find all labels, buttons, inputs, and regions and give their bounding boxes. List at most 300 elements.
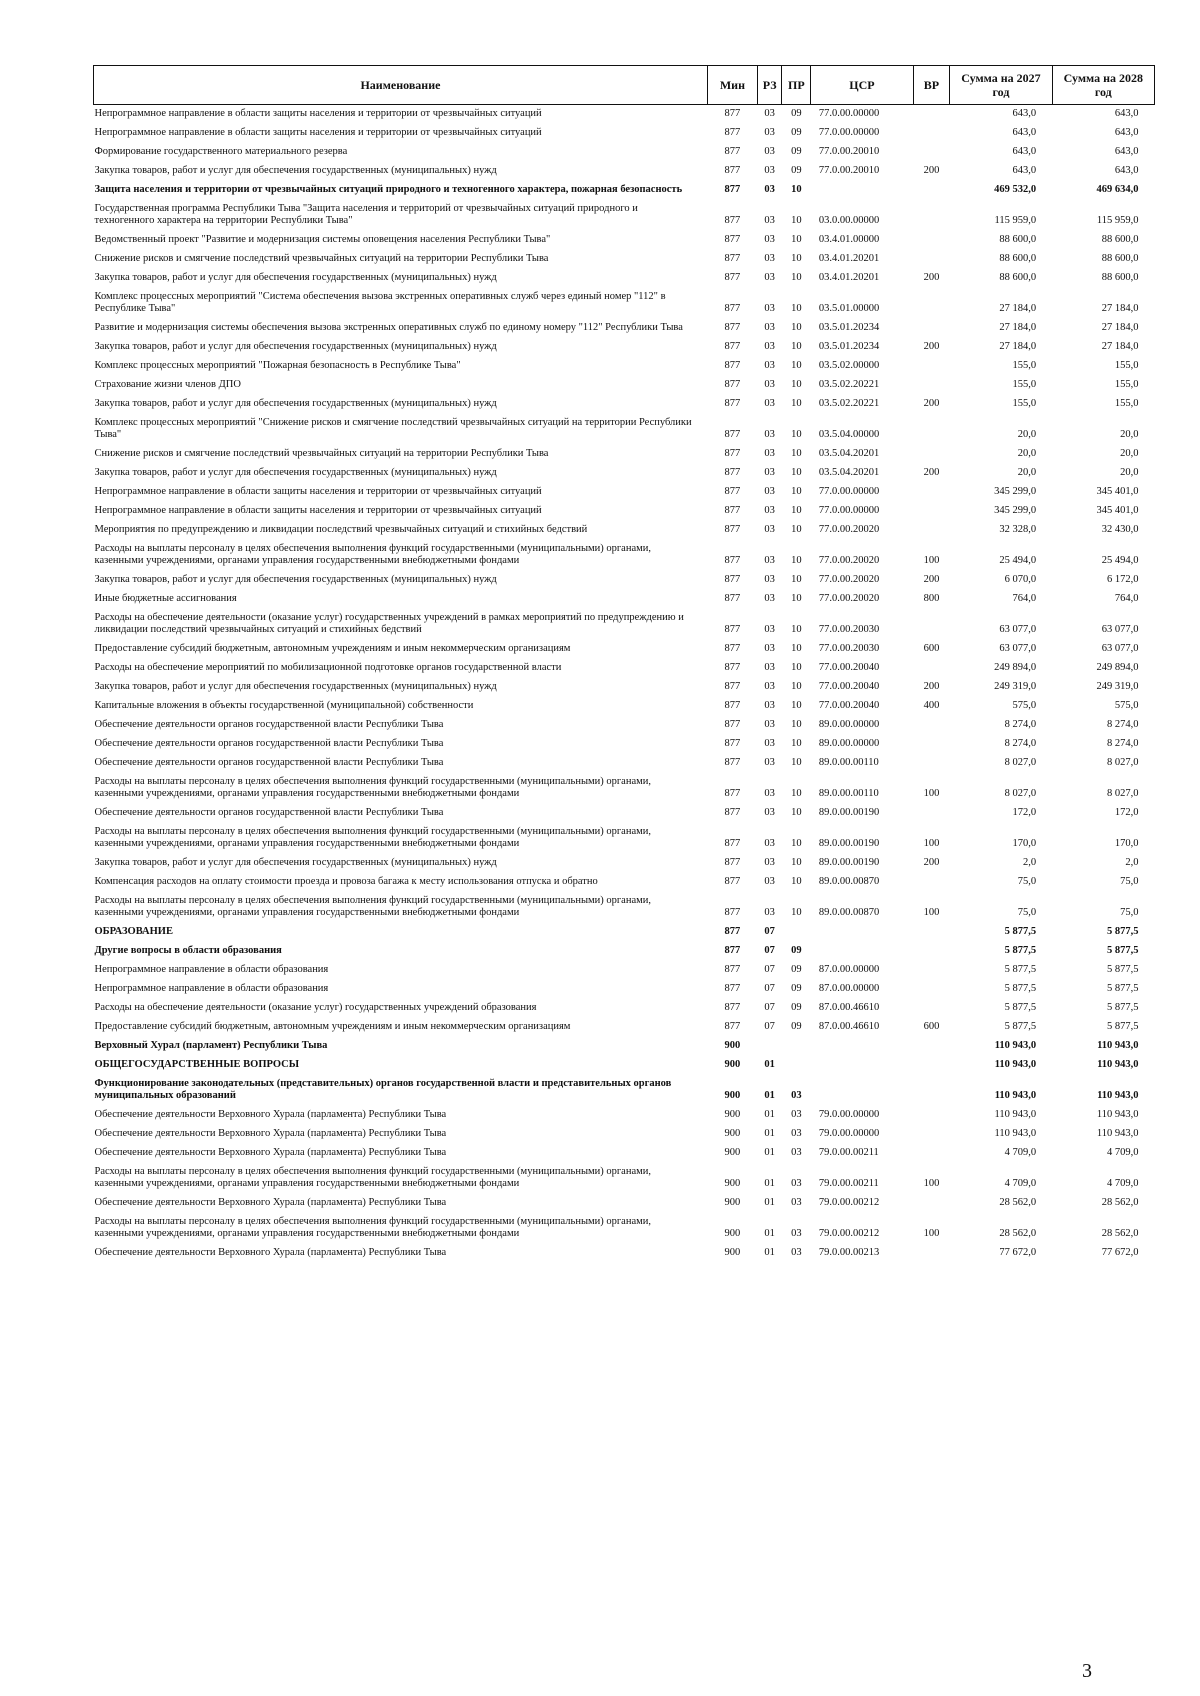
- cell-csr: 87.0.00.46610: [818, 1002, 880, 1013]
- cell-pr: 10: [791, 505, 802, 516]
- cell-sum-2027: 643,0: [1012, 127, 1037, 138]
- cell-vr: [913, 1125, 950, 1144]
- cell-name: Обеспечение деятельности органов государственной власти Республики Тыва: [94, 738, 444, 749]
- cell-min: 877: [724, 964, 741, 975]
- cell-rz: 03: [764, 662, 775, 673]
- cell-name: Расходы на выплаты персоналу в целях обеспечения выполнения функций государственными (муниципальными) органами, казенными учреждениями, органами управления государственными внебюджетными фондами: [94, 1166, 652, 1189]
- table-row: [94, 773, 1155, 804]
- table-row: [94, 319, 1155, 338]
- cell-pr: 10: [791, 253, 802, 264]
- cell-min: 877: [724, 253, 741, 264]
- budget-table: [93, 65, 1155, 1263]
- cell-rz: 03: [764, 624, 775, 635]
- header-name: Наименование: [94, 66, 708, 105]
- cell-pr: 10: [791, 486, 802, 497]
- cell-sum-2027: 155,0: [1012, 398, 1037, 409]
- cell-rz: 03: [764, 341, 775, 352]
- cell-min: 877: [724, 738, 741, 749]
- cell-rz: 03: [764, 876, 775, 887]
- cell-min: 877: [724, 719, 741, 730]
- cell-sum-2028: 110 943,0: [1097, 1059, 1139, 1070]
- cell-vr: [913, 735, 950, 754]
- cell-min: 877: [724, 486, 741, 497]
- cell-name: Государственная программа Республики Тыва "Защита населения и территорий от чрезвычайных ситуаций природного и техногенного характера на территории Республики Тыва": [94, 203, 638, 226]
- cell-sum-2027: 345 299,0: [994, 486, 1037, 497]
- table-row: [94, 754, 1155, 773]
- table-row: [94, 609, 1155, 640]
- cell-pr: 03: [791, 1228, 802, 1239]
- cell-sum-2027: 469 532,0: [994, 184, 1037, 195]
- cell-sum-2027: 28 562,0: [999, 1228, 1037, 1239]
- table-row: [94, 854, 1155, 873]
- cell-min: 877: [724, 1021, 741, 1032]
- cell-rz: 03: [764, 807, 775, 818]
- cell-csr: 77.0.00.00000: [818, 486, 880, 497]
- cell-csr: 03.4.01.20201: [818, 253, 880, 264]
- cell-sum-2027: 5 877,5: [1004, 983, 1037, 994]
- cell-sum-2027: 249 319,0: [994, 681, 1037, 692]
- cell-pr: 10: [791, 360, 802, 371]
- table-row: [94, 735, 1155, 754]
- cell-vr: 100: [923, 1178, 940, 1189]
- cell-vr: [913, 181, 950, 200]
- cell-name: Расходы на обеспечение мероприятий по мобилизационной подготовке органов государственной власти: [94, 662, 562, 673]
- cell-sum-2027: 643,0: [1012, 108, 1037, 119]
- cell-sum-2028: 575,0: [1114, 700, 1139, 711]
- cell-csr: 79.0.00.00213: [818, 1247, 880, 1258]
- cell-sum-2027: 32 328,0: [999, 524, 1037, 535]
- cell-sum-2027: 8 027,0: [1004, 788, 1037, 799]
- cell-name: Расходы на выплаты персоналу в целях обеспечения выполнения функций государственными (муниципальными) органами, казенными учреждениями, органами управления государственными внебюджетными фондами: [94, 895, 652, 918]
- cell-vr: [913, 1106, 950, 1125]
- cell-sum-2027: 27 184,0: [999, 341, 1037, 352]
- cell-sum-2027: 5 877,5: [1004, 926, 1037, 937]
- cell-vr: 100: [923, 838, 940, 849]
- cell-sum-2027: 20,0: [1017, 429, 1037, 440]
- table-row: [94, 464, 1155, 483]
- cell-csr: 87.0.00.00000: [818, 964, 880, 975]
- cell-vr: 600: [923, 643, 940, 654]
- cell-sum-2028: 75,0: [1120, 907, 1139, 918]
- cell-min: 877: [724, 184, 741, 195]
- cell-csr: 77.0.00.20040: [818, 681, 880, 692]
- cell-sum-2027: 115 959,0: [994, 215, 1037, 226]
- cell-name: Закупка товаров, работ и услуг для обеспечения государственных (муниципальных) нужд: [94, 398, 497, 409]
- cell-csr: 77.0.00.20020: [818, 574, 880, 585]
- cell-min: 877: [724, 234, 741, 245]
- cell-vr: [913, 961, 950, 980]
- cell-csr: 89.0.00.00190: [818, 807, 880, 818]
- cell-sum-2028: 172,0: [1114, 807, 1139, 818]
- cell-rz: 03: [764, 700, 775, 711]
- cell-pr: [782, 1056, 811, 1075]
- cell-name: Верховный Хурал (парламент) Республики Тыва: [94, 1040, 328, 1051]
- cell-pr: 10: [791, 303, 802, 314]
- cell-pr: 10: [791, 524, 802, 535]
- cell-sum-2028: 63 077,0: [1101, 643, 1139, 654]
- cell-vr: [913, 502, 950, 521]
- cell-pr: 10: [791, 398, 802, 409]
- cell-sum-2027: 5 877,5: [1004, 1021, 1037, 1032]
- cell-min: 877: [724, 146, 741, 157]
- cell-pr: 10: [791, 448, 802, 459]
- cell-pr: 10: [791, 234, 802, 245]
- cell-name: ОБЩЕГОСУДАРСТВЕННЫЕ ВОПРОСЫ: [94, 1059, 300, 1070]
- cell-name: Снижение рисков и смягчение последствий чрезвычайных ситуаций на территории Республики Тыва: [94, 448, 549, 459]
- cell-min: 900: [724, 1059, 741, 1070]
- cell-min: 877: [724, 788, 741, 799]
- table-row: [94, 961, 1155, 980]
- cell-rz: 03: [764, 681, 775, 692]
- cell-vr: [913, 376, 950, 395]
- cell-rz: 03: [764, 907, 775, 918]
- table-row: [94, 250, 1155, 269]
- header-min: Мин: [707, 66, 757, 105]
- cell-vr: 200: [923, 272, 940, 283]
- cell-pr: 10: [791, 857, 802, 868]
- cell-min: 877: [724, 807, 741, 818]
- cell-csr: 03.5.01.20234: [818, 322, 880, 333]
- cell-sum-2027: 2,0: [1023, 857, 1037, 868]
- cell-min: 877: [724, 429, 741, 440]
- table-row: [94, 1037, 1155, 1056]
- cell-vr: 200: [923, 857, 940, 868]
- table-row: [94, 338, 1155, 357]
- cell-vr: [913, 754, 950, 773]
- cell-pr: 03: [791, 1247, 802, 1258]
- cell-pr: 10: [791, 838, 802, 849]
- cell-csr: 89.0.00.00000: [818, 719, 880, 730]
- cell-rz: 01: [764, 1178, 775, 1189]
- cell-csr: 03.5.04.20201: [818, 467, 880, 478]
- cell-sum-2028: 28 562,0: [1101, 1228, 1139, 1239]
- header-csr: ЦСР: [811, 66, 913, 105]
- cell-csr: 03.5.04.20201: [818, 448, 880, 459]
- cell-sum-2028: 5 877,5: [1107, 945, 1139, 956]
- cell-csr: 03.0.00.00000: [818, 215, 880, 226]
- cell-pr: 09: [791, 127, 802, 138]
- cell-sum-2027: 643,0: [1012, 165, 1037, 176]
- cell-min: 877: [724, 127, 741, 138]
- cell-name: Закупка товаров, работ и услуг для обеспечения государственных (муниципальных) нужд: [94, 681, 497, 692]
- cell-rz: 01: [764, 1247, 775, 1258]
- cell-sum-2028: 170,0: [1114, 838, 1139, 849]
- cell-min: 900: [724, 1247, 741, 1258]
- table-row: [94, 1056, 1155, 1075]
- table-row: [94, 288, 1155, 319]
- cell-rz: 01: [764, 1228, 775, 1239]
- cell-name: Комплекс процессных мероприятий "Снижение рисков и смягчение последствий чрезвычайных ситуаций на территории Республики Тыва": [94, 417, 692, 440]
- table-row: [94, 873, 1155, 892]
- cell-rz: 07: [764, 926, 775, 937]
- cell-sum-2027: 8 274,0: [1004, 719, 1037, 730]
- cell-name: Обеспечение деятельности органов государственной власти Республики Тыва: [94, 807, 444, 818]
- cell-csr: 79.0.00.00000: [818, 1109, 880, 1120]
- table-row: [94, 980, 1155, 999]
- cell-csr: 03.5.02.00000: [818, 360, 880, 371]
- cell-sum-2028: 110 943,0: [1097, 1040, 1139, 1051]
- cell-sum-2027: 110 943,0: [994, 1109, 1037, 1120]
- cell-pr: [782, 923, 811, 942]
- table-header-row: [94, 66, 1155, 105]
- cell-pr: 09: [791, 945, 802, 956]
- cell-csr: [811, 1075, 913, 1106]
- cell-min: 877: [724, 983, 741, 994]
- cell-vr: [913, 250, 950, 269]
- table-row: [94, 1244, 1155, 1263]
- cell-vr: 800: [923, 593, 940, 604]
- table-row: [94, 200, 1155, 231]
- cell-sum-2027: 63 077,0: [999, 643, 1037, 654]
- cell-name: Непрограммное направление в области защиты населения и территории от чрезвычайных ситуаций: [94, 486, 542, 497]
- cell-sum-2027: 20,0: [1017, 448, 1037, 459]
- cell-rz: 07: [764, 1021, 775, 1032]
- cell-rz: 07: [764, 1002, 775, 1013]
- cell-name: Расходы на выплаты персоналу в целях обеспечения выполнения функций государственными (муниципальными) органами, казенными учреждениями, органами управления государственными внебюджетными фондами: [94, 543, 652, 566]
- cell-vr: [913, 1144, 950, 1163]
- cell-name: Непрограммное направление в области защиты населения и территории от чрезвычайных ситуаций: [94, 108, 542, 119]
- cell-sum-2027: 77 672,0: [999, 1247, 1037, 1258]
- cell-sum-2028: 110 943,0: [1097, 1090, 1139, 1101]
- cell-sum-2027: 155,0: [1012, 360, 1037, 371]
- cell-pr: 10: [791, 429, 802, 440]
- cell-rz: 03: [764, 322, 775, 333]
- cell-min: 877: [724, 448, 741, 459]
- cell-name: Закупка товаров, работ и услуг для обеспечения государственных (муниципальных) нужд: [94, 341, 497, 352]
- cell-sum-2028: 20,0: [1120, 448, 1139, 459]
- cell-pr: 10: [791, 719, 802, 730]
- cell-csr: 77.0.00.20030: [818, 643, 880, 654]
- cell-sum-2028: 63 077,0: [1101, 624, 1139, 635]
- cell-sum-2027: 4 709,0: [1004, 1147, 1037, 1158]
- cell-min: 877: [724, 379, 741, 390]
- cell-csr: 79.0.00.00211: [818, 1147, 879, 1158]
- table-row: [94, 1075, 1155, 1106]
- cell-rz: 03: [764, 234, 775, 245]
- cell-pr: 09: [791, 1021, 802, 1032]
- cell-vr: [913, 414, 950, 445]
- cell-vr: 200: [923, 341, 940, 352]
- cell-rz: 03: [764, 360, 775, 371]
- table-row: [94, 1194, 1155, 1213]
- cell-min: 900: [724, 1109, 741, 1120]
- cell-sum-2028: 115 959,0: [1096, 215, 1139, 226]
- cell-pr: 10: [791, 681, 802, 692]
- budget-table-sheet: [93, 65, 1155, 1263]
- cell-rz: 01: [764, 1059, 775, 1070]
- cell-name: Предоставление субсидий бюджетным, автономным учреждениям и иным некоммерческим организациям: [94, 643, 571, 654]
- cell-rz: 01: [764, 1147, 775, 1158]
- cell-pr: 10: [791, 184, 802, 195]
- cell-vr: [913, 804, 950, 823]
- cell-sum-2027: 110 943,0: [994, 1090, 1037, 1101]
- cell-pr: 09: [791, 1002, 802, 1013]
- cell-sum-2028: 27 184,0: [1101, 303, 1139, 314]
- table-row: [94, 892, 1155, 923]
- cell-pr: 10: [791, 467, 802, 478]
- cell-min: 877: [724, 1002, 741, 1013]
- cell-sum-2028: 5 877,5: [1107, 964, 1139, 975]
- cell-csr: 77.0.00.20020: [818, 555, 880, 566]
- cell-rz: 03: [764, 303, 775, 314]
- cell-csr: [811, 923, 913, 942]
- cell-min: 900: [724, 1090, 741, 1101]
- cell-name: Закупка товаров, работ и услуг для обеспечения государственных (муниципальных) нужд: [94, 467, 497, 478]
- cell-name: Закупка товаров, работ и услуг для обеспечения государственных (муниципальных) нужд: [94, 272, 497, 283]
- cell-rz: [757, 1037, 781, 1056]
- cell-rz: 03: [764, 467, 775, 478]
- cell-name: Расходы на выплаты персоналу в целях обеспечения выполнения функций государственными (муниципальными) органами, казенными учреждениями, органами управления государственными внебюджетными фондами: [94, 1216, 652, 1239]
- table-row: [94, 1125, 1155, 1144]
- cell-name: Ведомственный проект "Развитие и модернизация системы оповещения населения Республики Тыва": [94, 234, 551, 245]
- cell-name: Формирование государственного материального резерва: [94, 146, 348, 157]
- cell-csr: 79.0.00.00000: [818, 1128, 880, 1139]
- cell-sum-2027: 172,0: [1012, 807, 1037, 818]
- cell-sum-2028: 8 027,0: [1107, 788, 1139, 799]
- cell-pr: 10: [791, 757, 802, 768]
- table-row: [94, 1106, 1155, 1125]
- cell-csr: [811, 1037, 913, 1056]
- cell-rz: 03: [764, 555, 775, 566]
- cell-sum-2028: 643,0: [1114, 127, 1139, 138]
- cell-pr: 10: [791, 738, 802, 749]
- cell-sum-2028: 110 943,0: [1096, 1109, 1139, 1120]
- cell-rz: 03: [764, 738, 775, 749]
- cell-name: Комплекс процессных мероприятий "Система обеспечения вызова экстренных оперативных служб через единый номер "112" в Республике Тыва": [94, 291, 666, 314]
- cell-pr: 10: [791, 341, 802, 352]
- cell-vr: [913, 200, 950, 231]
- table-row: [94, 162, 1155, 181]
- cell-sum-2028: 155,0: [1114, 360, 1139, 371]
- cell-sum-2028: 8 274,0: [1107, 719, 1139, 730]
- cell-pr: 10: [791, 215, 802, 226]
- cell-sum-2028: 32 430,0: [1101, 524, 1139, 535]
- cell-sum-2027: 764,0: [1012, 593, 1037, 604]
- cell-pr: 03: [791, 1197, 802, 1208]
- cell-csr: 89.0.00.00190: [818, 857, 880, 868]
- cell-csr: 77.0.00.20010: [818, 146, 880, 157]
- cell-sum-2027: 170,0: [1012, 838, 1037, 849]
- cell-sum-2028: 20,0: [1120, 429, 1139, 440]
- cell-vr: [913, 445, 950, 464]
- cell-csr: 89.0.00.00110: [818, 788, 879, 799]
- cell-sum-2027: 27 184,0: [999, 322, 1037, 333]
- table-row: [94, 923, 1155, 942]
- table-row: [94, 502, 1155, 521]
- cell-sum-2028: 5 877,5: [1107, 1021, 1139, 1032]
- cell-vr: [913, 357, 950, 376]
- cell-vr: [913, 659, 950, 678]
- cell-name: Иные бюджетные ассигнования: [94, 593, 237, 604]
- cell-vr: [913, 873, 950, 892]
- cell-sum-2028: 5 877,5: [1107, 983, 1139, 994]
- cell-sum-2028: 25 494,0: [1101, 555, 1139, 566]
- cell-pr: 10: [791, 662, 802, 673]
- cell-vr: 200: [923, 398, 940, 409]
- table-row: [94, 823, 1155, 854]
- cell-csr: 89.0.00.00110: [818, 757, 879, 768]
- cell-sum-2028: 27 184,0: [1101, 341, 1139, 352]
- cell-sum-2028: 77 672,0: [1101, 1247, 1139, 1258]
- table-row: [94, 1018, 1155, 1037]
- cell-sum-2028: 27 184,0: [1101, 322, 1139, 333]
- cell-pr: 10: [791, 272, 802, 283]
- table-row: [94, 269, 1155, 288]
- cell-min: 877: [724, 467, 741, 478]
- cell-csr: 77.0.00.00000: [818, 108, 880, 119]
- cell-csr: 87.0.00.46610: [818, 1021, 880, 1032]
- cell-pr: [782, 1037, 811, 1056]
- cell-csr: 79.0.00.00212: [818, 1197, 880, 1208]
- cell-rz: 03: [764, 643, 775, 654]
- cell-sum-2027: 63 077,0: [999, 624, 1037, 635]
- cell-name: Закупка товаров, работ и услуг для обеспечения государственных (муниципальных) нужд: [94, 574, 497, 585]
- cell-sum-2027: 28 562,0: [999, 1197, 1037, 1208]
- cell-min: 877: [724, 360, 741, 371]
- cell-pr: 03: [791, 1147, 802, 1158]
- cell-sum-2028: 110 943,0: [1096, 1128, 1139, 1139]
- cell-csr: 87.0.00.00000: [818, 983, 880, 994]
- cell-csr: [811, 1056, 913, 1075]
- cell-min: 877: [724, 926, 741, 937]
- cell-vr: 200: [923, 574, 940, 585]
- cell-rz: 03: [764, 398, 775, 409]
- cell-rz: 03: [764, 757, 775, 768]
- cell-rz: 03: [764, 505, 775, 516]
- table-row: [94, 697, 1155, 716]
- cell-sum-2028: 643,0: [1114, 108, 1139, 119]
- cell-min: 900: [724, 1128, 741, 1139]
- cell-min: 877: [724, 165, 741, 176]
- cell-name: Предоставление субсидий бюджетным, автономным учреждениям и иным некоммерческим организациям: [94, 1021, 571, 1032]
- table-row: [94, 571, 1155, 590]
- cell-vr: [913, 1056, 950, 1075]
- cell-csr: 03.5.02.20221: [818, 379, 880, 390]
- cell-csr: 77.0.00.00000: [818, 505, 880, 516]
- cell-min: 877: [724, 907, 741, 918]
- table-row: [94, 678, 1155, 697]
- cell-rz: 03: [764, 788, 775, 799]
- cell-sum-2027: 5 877,5: [1004, 945, 1037, 956]
- cell-rz: 03: [764, 272, 775, 283]
- cell-sum-2028: 88 600,0: [1101, 272, 1139, 283]
- cell-name: Страхование жизни членов ДПО: [94, 379, 241, 390]
- cell-csr: [811, 942, 913, 961]
- cell-sum-2028: 249 319,0: [1096, 681, 1139, 692]
- cell-vr: 200: [923, 467, 940, 478]
- cell-vr: [913, 1037, 950, 1056]
- cell-name: Непрограммное направление в области защиты населения и территории от чрезвычайных ситуаций: [94, 127, 542, 138]
- cell-min: 877: [724, 322, 741, 333]
- cell-min: 900: [724, 1228, 741, 1239]
- table-row: [94, 640, 1155, 659]
- cell-pr: 10: [791, 624, 802, 635]
- cell-min: 877: [724, 524, 741, 535]
- cell-sum-2027: 88 600,0: [999, 272, 1037, 283]
- table-row: [94, 181, 1155, 200]
- cell-sum-2027: 110 943,0: [994, 1059, 1037, 1070]
- cell-rz: 03: [764, 448, 775, 459]
- cell-rz: 01: [764, 1128, 775, 1139]
- cell-min: 900: [724, 1147, 741, 1158]
- table-row: [94, 590, 1155, 609]
- cell-min: 877: [724, 757, 741, 768]
- cell-rz: 03: [764, 108, 775, 119]
- cell-sum-2027: 643,0: [1012, 146, 1037, 157]
- cell-sum-2028: 8 027,0: [1107, 757, 1139, 768]
- cell-csr: 77.0.00.00000: [818, 127, 880, 138]
- cell-pr: 09: [791, 964, 802, 975]
